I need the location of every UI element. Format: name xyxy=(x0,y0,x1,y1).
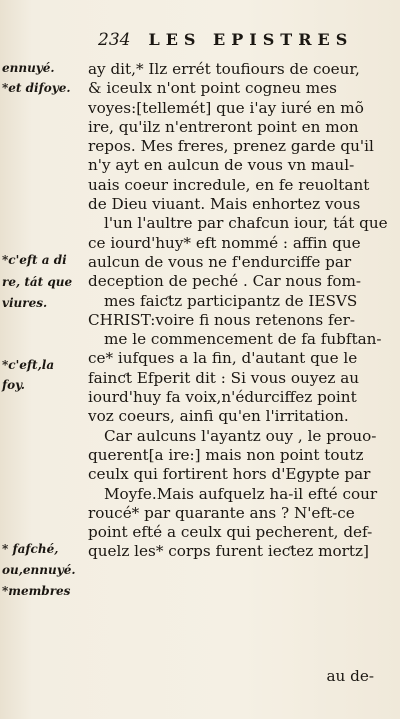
text-line: me le commencement de fa fubftan- xyxy=(104,330,382,349)
margin-note: ou,ennuyé. xyxy=(2,563,76,577)
text-line: repos. Mes freres, prenez garde qu'il xyxy=(88,137,374,156)
page-number: 234 xyxy=(98,30,131,50)
text-line: ce* iufques a la fin, d'autant que le xyxy=(88,349,358,368)
text-line: CHRIST:voire fi nous retenons fer- xyxy=(88,310,356,329)
catchword: au de- xyxy=(326,667,374,685)
text-line: mes faiƈtz participantz de IESVS xyxy=(104,291,358,310)
text-line: & iceulx n'ont point cogneu mes xyxy=(88,79,337,98)
text-line: Moyfe.Mais aufquelz ha-il efté cour xyxy=(104,484,378,503)
text-line: fainƈt Efperit dit : Si vous ouyez au xyxy=(88,368,360,387)
text-line: voz coeurs, ainfi qu'en l'irritation. xyxy=(88,407,349,426)
text-line: ce iourd'huy* eft nommé : affin que xyxy=(88,233,361,252)
text-line: n'y ayt en aulcun de vous vn maul- xyxy=(88,156,355,175)
main-text-block xyxy=(88,60,388,562)
margin-note: *membres xyxy=(2,584,71,598)
text-line: voyes:[tellemét] que i'ay iuré en mõ xyxy=(88,98,364,117)
margin-note: ennuyé. xyxy=(2,61,55,75)
margin-note: *c'eft,la xyxy=(2,358,55,372)
margin-note: re, tát que xyxy=(2,275,73,289)
text-line: quelz les* corps furent ieƈtez mortz] xyxy=(88,542,369,561)
margin-note: * fafché, xyxy=(2,542,59,556)
margin-note: foy. xyxy=(2,378,25,392)
text-line: ceulx qui fortirent hors d'Egypte par xyxy=(88,465,371,484)
text-line: uais coeur incredule, en fe reuoltant xyxy=(88,175,370,194)
running-header xyxy=(98,30,378,52)
margin-note: viures. xyxy=(2,296,48,310)
text-line: point efté a ceulx qui pecherent, def- xyxy=(88,523,373,542)
text-line: deception de peché . Car nous fom- xyxy=(88,272,362,291)
text-line: l'un l'aultre par chafcun iour, tát que xyxy=(104,214,388,233)
running-title: LES EPISTRES xyxy=(148,30,354,49)
text-line: ay dit,* Ilz errét toufiours de coeur, xyxy=(88,60,360,78)
text-line: ire, qu'ilz n'entreront point en mon xyxy=(88,117,359,136)
text-line: iourd'huy fa voix,n'édurciffez point xyxy=(88,388,357,407)
text-line: Car aulcuns l'ayantz ouy , le prouo- xyxy=(104,426,377,445)
margin-note: *et difoye. xyxy=(2,81,71,95)
margin-note: *c'eft a di xyxy=(2,253,67,267)
text-line: de Dieu viuant. Mais enhortez vous xyxy=(88,195,361,214)
text-line: aulcun de vous ne f'endurciffe par xyxy=(88,252,352,271)
text-line: roucé* par quarante ans ? N'eft-ce xyxy=(88,503,355,522)
text-line: querent[a ire:] mais non point toutz xyxy=(88,445,364,464)
